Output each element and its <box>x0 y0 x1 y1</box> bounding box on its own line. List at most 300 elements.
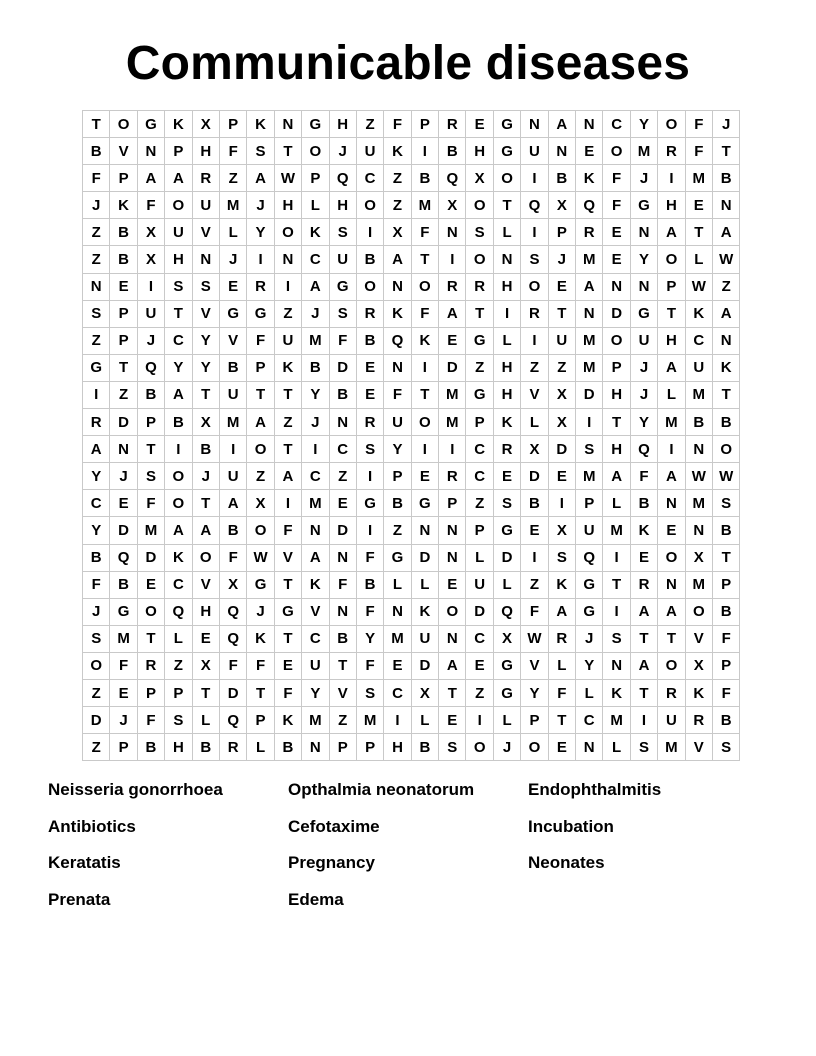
grid-cell: W <box>521 625 548 652</box>
grid-cell: M <box>576 246 603 273</box>
grid-cell: S <box>192 273 219 300</box>
grid-cell: A <box>603 463 630 490</box>
grid-cell: G <box>411 490 438 517</box>
grid-cell: G <box>630 192 657 219</box>
grid-cell: Q <box>110 544 137 571</box>
grid-cell: Z <box>384 517 411 544</box>
grid-cell: L <box>466 544 493 571</box>
grid-cell: X <box>439 192 466 219</box>
grid-cell: T <box>411 246 438 273</box>
grid-cell: C <box>165 327 192 354</box>
grid-cell: P <box>219 111 246 138</box>
grid-cell: K <box>384 138 411 165</box>
grid-cell: A <box>247 409 274 436</box>
grid-cell: T <box>247 679 274 706</box>
grid-cell: I <box>384 707 411 734</box>
grid-cell: A <box>192 517 219 544</box>
grid-cell: I <box>137 273 164 300</box>
grid-cell: D <box>603 300 630 327</box>
grid-cell: P <box>712 652 739 679</box>
grid-cell: U <box>576 517 603 544</box>
grid-cell: B <box>165 409 192 436</box>
grid-row <box>83 192 740 219</box>
grid-cell: P <box>110 327 137 354</box>
grid-cell: O <box>439 598 466 625</box>
grid-cell: V <box>110 138 137 165</box>
grid-cell: S <box>576 436 603 463</box>
grid-cell: K <box>630 517 657 544</box>
grid-cell: E <box>548 734 575 761</box>
grid-row <box>83 652 740 679</box>
grid-cell: P <box>329 734 356 761</box>
grid-cell: Z <box>274 409 301 436</box>
grid-cell: L <box>302 192 329 219</box>
grid-cell: Y <box>576 652 603 679</box>
grid-cell: J <box>83 598 110 625</box>
grid-cell: J <box>630 354 657 381</box>
grid-cell: C <box>302 463 329 490</box>
grid-cell: F <box>712 625 739 652</box>
grid-cell: B <box>411 734 438 761</box>
grid-cell: T <box>548 300 575 327</box>
grid-cell: U <box>658 707 685 734</box>
grid-cell: Q <box>219 707 246 734</box>
grid-cell: T <box>439 679 466 706</box>
grid-cell: Z <box>384 192 411 219</box>
grid-cell: Y <box>384 436 411 463</box>
grid-cell: A <box>439 300 466 327</box>
grid-cell: M <box>576 463 603 490</box>
grid-cell: K <box>411 598 438 625</box>
grid-cell: F <box>411 219 438 246</box>
grid-cell: X <box>548 409 575 436</box>
grid-cell: W <box>274 165 301 192</box>
grid-cell: S <box>466 219 493 246</box>
grid-cell: I <box>165 436 192 463</box>
grid-cell: I <box>356 219 383 246</box>
grid-cell: M <box>658 734 685 761</box>
grid-cell: J <box>110 463 137 490</box>
grid-cell: A <box>658 219 685 246</box>
grid-cell: U <box>630 327 657 354</box>
grid-cell: F <box>384 381 411 408</box>
grid-cell: S <box>329 219 356 246</box>
grid-cell: X <box>521 436 548 463</box>
grid-cell: O <box>603 138 630 165</box>
grid-cell: E <box>439 327 466 354</box>
word-list-item: Pregnancy <box>288 853 375 872</box>
grid-row <box>83 734 740 761</box>
grid-cell: Q <box>576 192 603 219</box>
grid-cell: N <box>384 598 411 625</box>
grid-cell: N <box>630 273 657 300</box>
grid-cell: B <box>192 436 219 463</box>
grid-cell: R <box>137 652 164 679</box>
grid-cell: T <box>274 436 301 463</box>
grid-cell: M <box>576 354 603 381</box>
grid-cell: R <box>83 409 110 436</box>
grid-cell: I <box>439 246 466 273</box>
grid-cell: U <box>137 300 164 327</box>
grid-cell: G <box>493 138 520 165</box>
grid-cell: L <box>685 246 712 273</box>
grid-cell: E <box>110 490 137 517</box>
grid-cell: P <box>384 463 411 490</box>
grid-cell: P <box>466 409 493 436</box>
grid-cell: K <box>685 300 712 327</box>
grid-cell: X <box>192 652 219 679</box>
grid-cell: K <box>274 354 301 381</box>
grid-cell: O <box>712 436 739 463</box>
grid-cell: J <box>493 734 520 761</box>
grid-cell: I <box>219 436 246 463</box>
grid-cell: N <box>384 273 411 300</box>
grid-cell: F <box>603 192 630 219</box>
grid-cell: O <box>411 409 438 436</box>
grid-cell: T <box>658 625 685 652</box>
grid-cell: E <box>439 571 466 598</box>
grid-cell: U <box>356 138 383 165</box>
grid-cell: O <box>356 273 383 300</box>
grid-cell: A <box>439 652 466 679</box>
grid-cell: U <box>219 463 246 490</box>
grid-cell: T <box>548 707 575 734</box>
grid-cell: X <box>493 625 520 652</box>
grid-cell: Y <box>630 409 657 436</box>
grid-cell: P <box>603 354 630 381</box>
grid-cell: C <box>603 111 630 138</box>
grid-cell: H <box>658 327 685 354</box>
grid-row <box>83 517 740 544</box>
grid-cell: M <box>439 381 466 408</box>
grid-cell: Z <box>712 273 739 300</box>
grid-cell: F <box>685 138 712 165</box>
grid-cell: O <box>411 273 438 300</box>
grid-cell: C <box>83 490 110 517</box>
grid-cell: L <box>165 625 192 652</box>
grid-cell: M <box>630 138 657 165</box>
grid-cell: I <box>658 436 685 463</box>
grid-cell: O <box>274 219 301 246</box>
grid-cell: N <box>329 409 356 436</box>
grid-cell: L <box>548 652 575 679</box>
grid-cell: I <box>356 517 383 544</box>
grid-cell: E <box>411 463 438 490</box>
grid-cell: F <box>137 707 164 734</box>
grid-cell: P <box>302 165 329 192</box>
grid-cell: V <box>521 381 548 408</box>
grid-cell: N <box>411 517 438 544</box>
grid-cell: Y <box>192 327 219 354</box>
grid-cell: R <box>630 571 657 598</box>
word-search-grid <box>82 110 740 761</box>
grid-cell: V <box>192 219 219 246</box>
grid-cell: T <box>247 381 274 408</box>
grid-row <box>83 111 740 138</box>
grid-cell: B <box>712 598 739 625</box>
grid-cell: H <box>493 354 520 381</box>
grid-cell: B <box>356 246 383 273</box>
grid-cell: S <box>712 490 739 517</box>
grid-cell: B <box>356 327 383 354</box>
grid-cell: A <box>658 598 685 625</box>
grid-cell: C <box>685 327 712 354</box>
grid-cell: B <box>712 517 739 544</box>
grid-cell: G <box>493 679 520 706</box>
grid-cell: B <box>411 165 438 192</box>
grid-cell: B <box>712 165 739 192</box>
grid-cell: H <box>493 381 520 408</box>
grid-cell: L <box>603 490 630 517</box>
grid-cell: O <box>302 138 329 165</box>
grid-cell: Q <box>493 598 520 625</box>
grid-cell: C <box>356 165 383 192</box>
grid-cell: Z <box>521 354 548 381</box>
grid-cell: K <box>493 409 520 436</box>
grid-cell: U <box>466 571 493 598</box>
grid-cell: O <box>521 734 548 761</box>
grid-cell: T <box>603 409 630 436</box>
grid-cell: P <box>576 490 603 517</box>
grid-row <box>83 571 740 598</box>
grid-cell: S <box>356 436 383 463</box>
grid-cell: T <box>110 354 137 381</box>
grid-cell: C <box>384 679 411 706</box>
grid-cell: D <box>83 707 110 734</box>
grid-cell: R <box>576 219 603 246</box>
grid-cell: P <box>165 138 192 165</box>
grid-cell: P <box>466 517 493 544</box>
grid-cell: F <box>83 165 110 192</box>
grid-cell: E <box>466 111 493 138</box>
grid-cell: H <box>329 111 356 138</box>
grid-cell: J <box>712 111 739 138</box>
grid-cell: T <box>630 679 657 706</box>
grid-cell: T <box>192 381 219 408</box>
grid-cell: X <box>548 192 575 219</box>
grid-cell: S <box>137 463 164 490</box>
grid-cell: U <box>329 246 356 273</box>
grid-cell: F <box>247 652 274 679</box>
grid-cell: B <box>329 625 356 652</box>
grid-cell: Y <box>165 354 192 381</box>
grid-cell: O <box>658 544 685 571</box>
grid-cell: S <box>603 625 630 652</box>
grid-cell: F <box>356 652 383 679</box>
grid-cell: N <box>192 246 219 273</box>
grid-cell: O <box>110 111 137 138</box>
grid-cell: N <box>439 625 466 652</box>
grid-cell: N <box>329 598 356 625</box>
word-list-item: Keratatis <box>48 853 121 872</box>
grid-cell: N <box>493 246 520 273</box>
grid-cell: U <box>384 409 411 436</box>
grid-cell: X <box>137 219 164 246</box>
word-list-item: Cefotaxime <box>288 816 380 836</box>
grid-cell: J <box>329 138 356 165</box>
grid-cell: X <box>466 165 493 192</box>
grid-cell: T <box>274 381 301 408</box>
grid-cell: T <box>83 111 110 138</box>
grid-cell: I <box>576 409 603 436</box>
grid-cell: E <box>356 354 383 381</box>
grid-cell: B <box>630 490 657 517</box>
grid-cell: H <box>165 246 192 273</box>
grid-cell: A <box>384 246 411 273</box>
grid-cell: Y <box>83 463 110 490</box>
grid-row <box>83 409 740 436</box>
grid-cell: B <box>83 138 110 165</box>
grid-cell: U <box>274 327 301 354</box>
grid-cell: N <box>548 138 575 165</box>
grid-cell: L <box>384 571 411 598</box>
grid-cell: P <box>110 300 137 327</box>
grid-cell: V <box>685 625 712 652</box>
grid-cell: G <box>329 273 356 300</box>
grid-cell: S <box>493 490 520 517</box>
grid-cell: M <box>439 409 466 436</box>
grid-cell: Z <box>548 354 575 381</box>
grid-cell: U <box>521 138 548 165</box>
grid-cell: L <box>493 219 520 246</box>
grid-cell: G <box>493 111 520 138</box>
grid-cell: F <box>137 192 164 219</box>
grid-cell: D <box>137 544 164 571</box>
grid-cell: N <box>630 219 657 246</box>
grid-cell: P <box>521 707 548 734</box>
grid-cell: M <box>384 625 411 652</box>
grid-cell: J <box>630 381 657 408</box>
grid-cell: O <box>137 598 164 625</box>
grid-cell: D <box>329 354 356 381</box>
grid-cell: K <box>685 679 712 706</box>
grid-cell: Z <box>110 381 137 408</box>
grid-cell: F <box>356 598 383 625</box>
grid-cell: B <box>685 409 712 436</box>
grid-cell: B <box>110 246 137 273</box>
grid-cell: J <box>247 192 274 219</box>
grid-cell: E <box>576 138 603 165</box>
grid-cell: Q <box>219 598 246 625</box>
grid-cell: K <box>247 625 274 652</box>
grid-cell: P <box>110 165 137 192</box>
grid-cell: O <box>192 544 219 571</box>
grid-cell: S <box>247 138 274 165</box>
grid-cell: C <box>165 571 192 598</box>
grid-cell: E <box>466 652 493 679</box>
grid-cell: E <box>274 652 301 679</box>
grid-cell: P <box>110 734 137 761</box>
grid-cell: E <box>548 463 575 490</box>
grid-cell: R <box>466 273 493 300</box>
grid-cell: F <box>219 652 246 679</box>
grid-cell: G <box>384 544 411 571</box>
grid-cell: F <box>548 679 575 706</box>
grid-cell: P <box>411 111 438 138</box>
grid-cell: A <box>302 544 329 571</box>
grid-cell: G <box>83 354 110 381</box>
grid-cell: N <box>603 652 630 679</box>
grid-cell: D <box>411 652 438 679</box>
grid-cell: N <box>521 111 548 138</box>
grid-cell: P <box>247 354 274 381</box>
grid-cell: A <box>576 273 603 300</box>
grid-cell: G <box>356 490 383 517</box>
grid-cell: R <box>685 707 712 734</box>
grid-cell: Q <box>521 192 548 219</box>
grid-cell: H <box>493 273 520 300</box>
grid-cell: M <box>685 571 712 598</box>
grid-cell: G <box>466 381 493 408</box>
grid-cell: V <box>192 300 219 327</box>
grid-cell: G <box>219 300 246 327</box>
grid-cell: C <box>302 246 329 273</box>
grid-cell: Z <box>165 652 192 679</box>
grid-cell: B <box>548 165 575 192</box>
grid-cell: Q <box>384 327 411 354</box>
grid-row <box>83 625 740 652</box>
grid-cell: U <box>165 219 192 246</box>
grid-cell: J <box>630 165 657 192</box>
grid-cell: Z <box>274 300 301 327</box>
grid-cell: I <box>411 354 438 381</box>
grid-cell: T <box>630 625 657 652</box>
grid-cell: I <box>603 544 630 571</box>
grid-cell: Q <box>630 436 657 463</box>
word-list-item: Incubation <box>528 816 614 836</box>
page-title: Communicable diseases <box>125 37 691 90</box>
grid-cell: P <box>712 571 739 598</box>
grid-cell: G <box>110 598 137 625</box>
grid-cell: J <box>219 246 246 273</box>
word-list-item: Prenata <box>48 889 111 909</box>
grid-cell: D <box>110 409 137 436</box>
grid-cell: F <box>329 327 356 354</box>
grid-cell: M <box>302 707 329 734</box>
grid-cell: L <box>219 219 246 246</box>
grid-cell: I <box>411 436 438 463</box>
grid-cell: A <box>630 598 657 625</box>
grid-cell: J <box>548 246 575 273</box>
grid-cell: N <box>658 571 685 598</box>
grid-cell: N <box>712 192 739 219</box>
grid-cell: E <box>439 707 466 734</box>
grid-cell: X <box>685 652 712 679</box>
grid-cell: V <box>192 571 219 598</box>
grid-cell: T <box>137 625 164 652</box>
word-list-item: Antibiotics <box>48 816 136 836</box>
grid-cell: I <box>630 707 657 734</box>
grid-cell: D <box>576 381 603 408</box>
grid-cell: N <box>329 544 356 571</box>
grid-cell: G <box>630 300 657 327</box>
grid-cell: H <box>329 192 356 219</box>
grid-cell: R <box>439 111 466 138</box>
grid-cell: Q <box>439 165 466 192</box>
grid-cell: M <box>110 625 137 652</box>
grid-cell: S <box>165 707 192 734</box>
grid-row <box>83 138 740 165</box>
grid-cell: N <box>685 517 712 544</box>
grid-cell: F <box>274 679 301 706</box>
grid-cell: J <box>302 300 329 327</box>
grid-cell: Z <box>219 165 246 192</box>
grid-cell: Z <box>329 463 356 490</box>
grid-cell: Y <box>630 111 657 138</box>
grid-cell: K <box>165 544 192 571</box>
grid-cell: R <box>439 463 466 490</box>
grid-cell: X <box>219 571 246 598</box>
